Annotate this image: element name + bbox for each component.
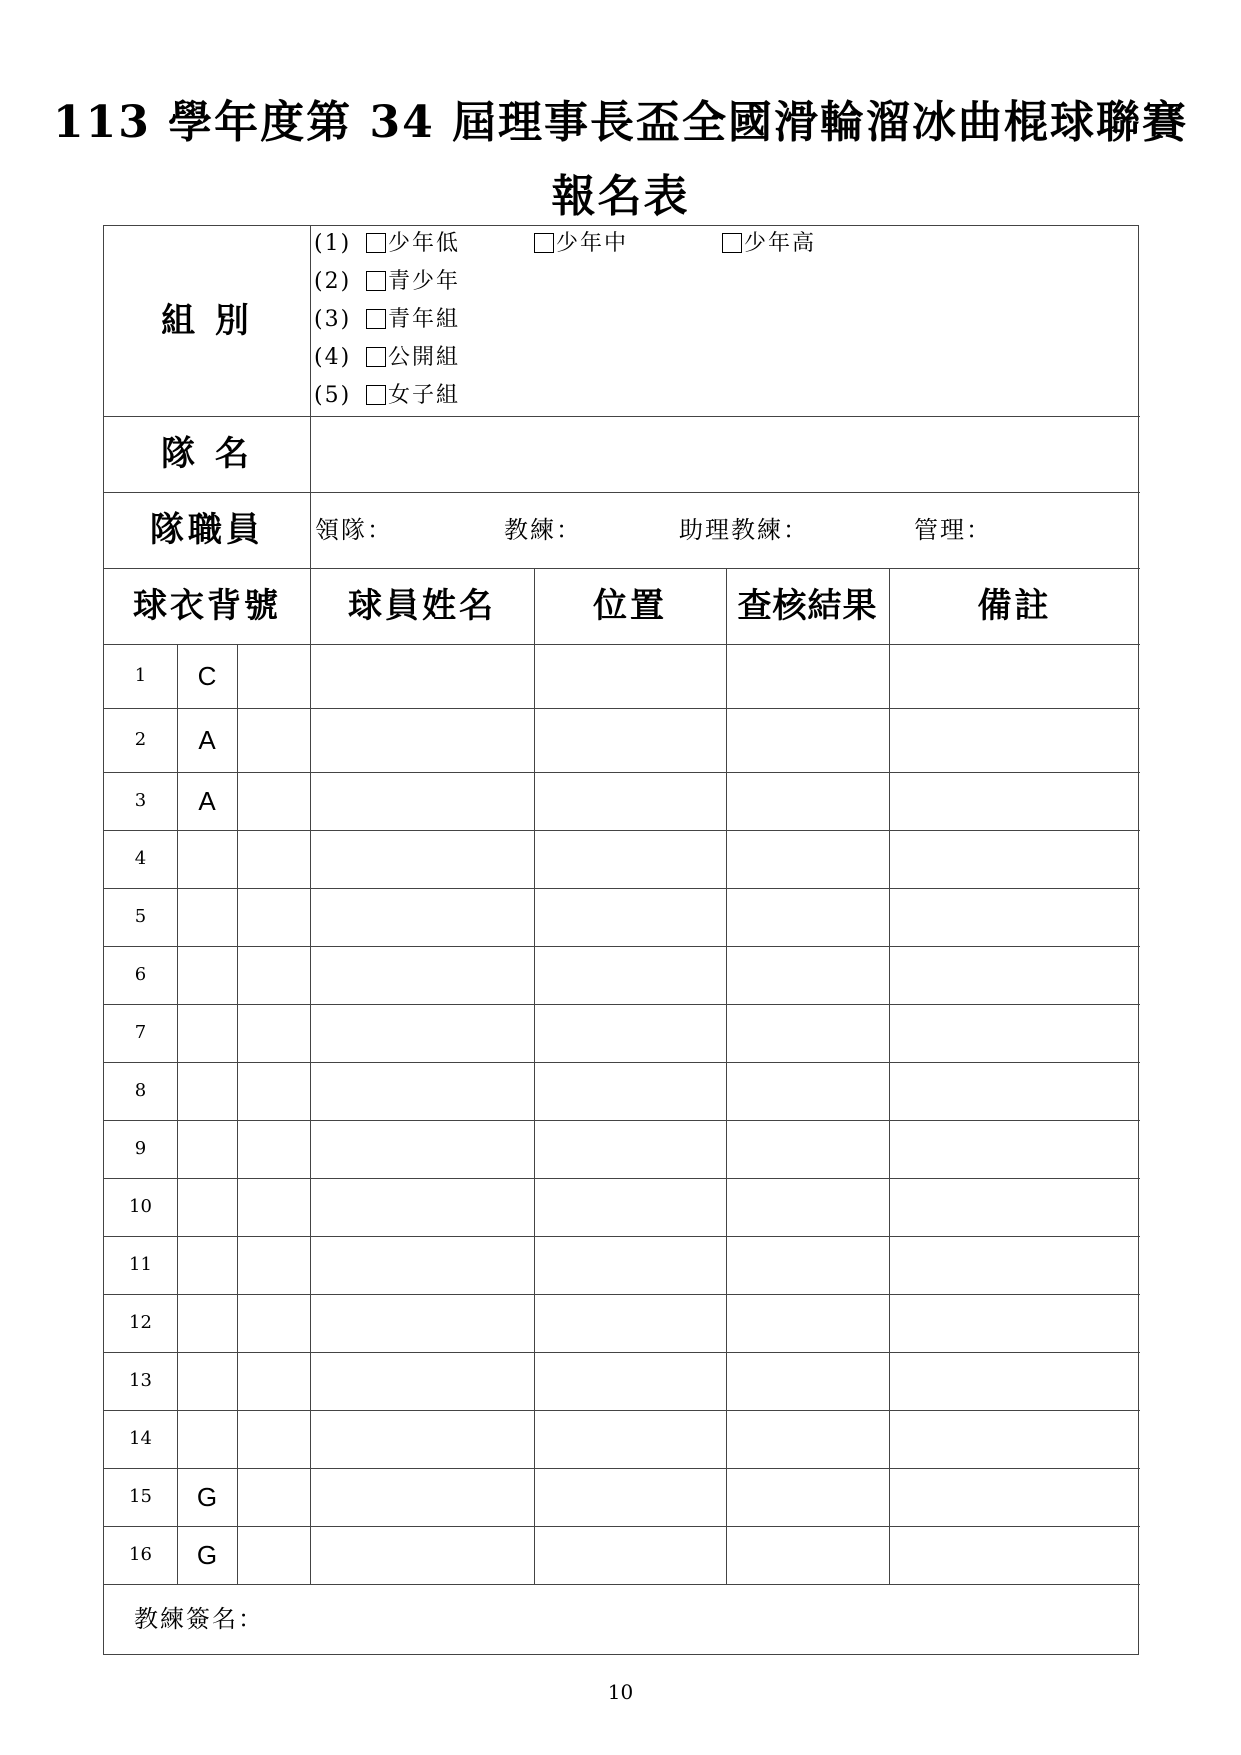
group-option-label: 少年高: [744, 231, 817, 256]
page-number: 10: [607, 1680, 634, 1704]
section-divider: [104, 644, 1140, 645]
row-divider: [104, 830, 1140, 831]
row-number: 8: [134, 1080, 147, 1101]
group-option[interactable]: [366, 342, 460, 374]
row-divider: [104, 1004, 1140, 1005]
group-option-label: 少年低: [388, 231, 461, 256]
group-option-label: 女子組: [388, 383, 461, 408]
position-code: G: [196, 1540, 218, 1570]
row-number: 5: [134, 906, 147, 927]
column-header: 位置: [593, 586, 667, 626]
group-option-number: (2): [314, 269, 352, 294]
row-divider: [104, 1236, 1140, 1237]
row-divider: [104, 772, 1140, 773]
checkbox-icon[interactable]: [366, 309, 386, 329]
row-divider: [104, 1062, 1140, 1063]
label-column-divider: [310, 226, 311, 1584]
row-number: 6: [134, 964, 147, 985]
group-option-number: (3): [314, 307, 352, 332]
staff-field[interactable]: 教練：: [504, 516, 582, 544]
group-option[interactable]: [366, 380, 460, 412]
staff-label: 隊職員: [150, 510, 264, 550]
group-option-label: 青少年: [388, 269, 461, 294]
page-title: 113 學年度第 34 屆理事長盃全國滑輪溜冰曲棍球聯賽: [52, 97, 1189, 148]
group-option-label: 公開組: [388, 345, 461, 370]
group-option-number: (4): [314, 345, 352, 370]
group-option-number: (5): [314, 383, 352, 408]
group-option-label: 少年中: [556, 231, 629, 256]
staff-field[interactable]: 助理教練：: [679, 516, 809, 544]
row-number: 10: [129, 1196, 152, 1217]
column-header: 球員姓名: [348, 586, 496, 626]
row-divider: [104, 1120, 1140, 1121]
row-number: 2: [134, 729, 147, 750]
checkbox-icon[interactable]: [366, 347, 386, 367]
checkbox-icon[interactable]: [534, 233, 554, 253]
row-number: 12: [129, 1312, 152, 1333]
row-number: 15: [129, 1486, 152, 1507]
group-option[interactable]: [722, 228, 816, 260]
group-option-label: 青年組: [388, 307, 461, 332]
row-divider: [104, 946, 1140, 947]
row-divider: [104, 1526, 1140, 1527]
row-divider: [104, 1410, 1140, 1411]
row-divider: [104, 1352, 1140, 1353]
column-divider: [534, 568, 535, 1584]
checkbox-icon[interactable]: [366, 271, 386, 291]
position-code: C: [197, 661, 217, 691]
row-number: 3: [134, 790, 147, 811]
column-header: 查核結果: [737, 586, 878, 626]
row-number: 1: [134, 665, 147, 686]
group-option[interactable]: [366, 228, 460, 260]
row-divider: [104, 1468, 1140, 1469]
column-divider: [889, 568, 890, 1584]
coach-signature-field[interactable]: 教練簽名：: [134, 1605, 264, 1633]
group-option[interactable]: [534, 228, 628, 260]
group-option-number: (1): [314, 231, 352, 256]
row-number: 4: [134, 848, 147, 869]
column-header: 備註: [977, 586, 1052, 626]
row-number: 14: [129, 1428, 152, 1449]
row-number: 9: [134, 1138, 147, 1159]
row-number: 7: [134, 1022, 147, 1043]
checkbox-icon[interactable]: [366, 233, 386, 253]
position-code: G: [196, 1482, 218, 1512]
checkbox-icon[interactable]: [722, 233, 742, 253]
column-divider: [726, 568, 727, 1584]
group-option[interactable]: [366, 266, 460, 298]
row-divider: [104, 888, 1140, 889]
form-subtitle: 報名表: [551, 171, 690, 222]
row-divider: [104, 1178, 1140, 1179]
registration-form-table: [103, 225, 1139, 1655]
group-option[interactable]: [366, 304, 460, 336]
row-divider: [104, 1294, 1140, 1295]
row-number: 11: [129, 1254, 152, 1275]
staff-field[interactable]: 領隊：: [315, 516, 393, 544]
position-code: A: [198, 786, 216, 816]
position-code: A: [198, 725, 216, 755]
column-header: 球衣背號: [133, 586, 281, 626]
row-number: 13: [129, 1370, 152, 1391]
checkbox-icon[interactable]: [366, 385, 386, 405]
number-column-divider: [237, 644, 238, 1584]
group-label: 組 別: [161, 301, 253, 341]
row-number: 16: [129, 1544, 152, 1565]
team-name-label: 隊 名: [161, 434, 253, 474]
row-divider: [104, 708, 1140, 709]
staff-field[interactable]: 管理：: [914, 516, 992, 544]
